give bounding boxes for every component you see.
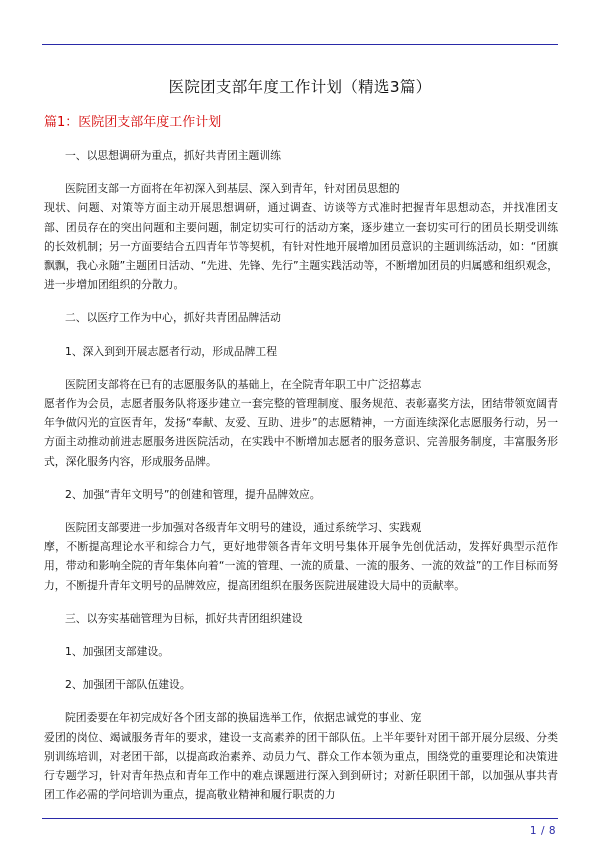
heading-volunteer: 1、深入到到开展志愿者行动，形成品牌工程 (65, 344, 278, 358)
paragraph-cadre-team (44, 708, 558, 804)
paragraph-first-line: 医院团支部要进一步加强对各级青年文明号的建设，通过系统学习、实践观 (65, 521, 422, 535)
document-title: 医院团支部年度工作计划（精选3篇） (168, 78, 432, 96)
heading-cadre-team: 2、加强团干部队伍建设。 (65, 678, 191, 692)
paragraph-first-line: 医院团支部将在已有的志愿服务队的基础上，在全院青年职工中广泛招募志 (65, 377, 422, 391)
paragraph-volunteer (44, 375, 558, 471)
page-number: 1 / 8 (529, 825, 556, 837)
heading-organization: 三、以夯实基础管理为目标，抓好共青团组织建设 (65, 611, 303, 625)
document-body (44, 146, 558, 804)
footer-rule (42, 818, 558, 819)
paragraph-first-line: 院团委要在年初完成好各个团支部的换届选举工作，依据忠诚党的事业、宠 (65, 711, 422, 725)
heading-civilization-title: 2、加强“青年文明号”的创建和管理，提升品牌效应。 (65, 487, 321, 501)
paragraph-thought-research (44, 179, 558, 294)
heading-thought-research: 一、以思想调研为重点，抓好共青团主题训练 (65, 149, 281, 162)
heading-medical-work: 二、以医疗工作为中心，抓好共青团品牌活动 (65, 311, 281, 325)
paragraph-text: 爱团的岗位、竭诚服务青年的要求，建设一支高素养的团干部队伍。上半年要针对团干部开展分层级、分类别训练培训，对老团干部，以提高政治素养、动员力气、群众工作本领为重点，围绕党的重要理论和决策进行专题学习，针对青年热点和青年工作中的难点课题进行深入到到研讨；对新任职团干部，以加强从事共青团工作必需的学问培训为重点，提高敬业精神和履行职责的力 (44, 730, 558, 802)
paragraph-first-line: 医院团支部一方面将在年初深入到基层、深入到青年，针对团员思想的 (65, 182, 400, 196)
paragraph-text: 愿者作为会员，志愿者服务队将逐步建立一套完整的管理制度、服务规范、表彰嘉奖方法，团结带领宽阔青年争做闪光的宣医青年，发扬“奉献、友爱、互助、进步”的志愿精神，一方面连续深化志愿服务行动，另一方面主动推动前进志愿服务进医院活动，在实践中不断增加志愿者的服务意识、完善服务制度，丰富服务形式，深化服务内容，形成服务品牌。 (44, 397, 558, 468)
heading-branch-building: 1、加强团支部建设。 (65, 645, 170, 659)
paragraph-text: 现状、问题、对策等方面主动开展思想调研，通过调查、访谈等方式准时把握青年思想动态，并找准团支部、团员存在的突出问题和主要问题，制定切实可行的活动方案，逐步建立一套切实可行的团员长期受训练的长效机制；另一方面要结合五四青年节等契机，有针对性地开展增加团员意识的主题训练活动，如：“团旗飘飘，我心永随”主题团日活动、“先进、先锋、先行”主题实践活动等，不断增加团员的归属感和组织观念，进一步增加团组织的分散力。 (44, 201, 558, 292)
paragraph-text: 摩，不断提高理论水平和综合力气，更好地带领各青年文明号集体开展争先创优活动，发挥好典型示范作用，带动和影响全院的青年集体向着“一流的管理、一流的质量、一流的服务、一流的效益”的工作目标而努力，不断提升青年文明号的品牌效应，提高团组织在服务医院进展建设大局中的贡献率。 (44, 540, 558, 592)
section-title: 篇1：医院团支部年度工作计划 (44, 115, 222, 130)
header-rule (42, 44, 558, 45)
paragraph-civilization-title (44, 518, 558, 595)
